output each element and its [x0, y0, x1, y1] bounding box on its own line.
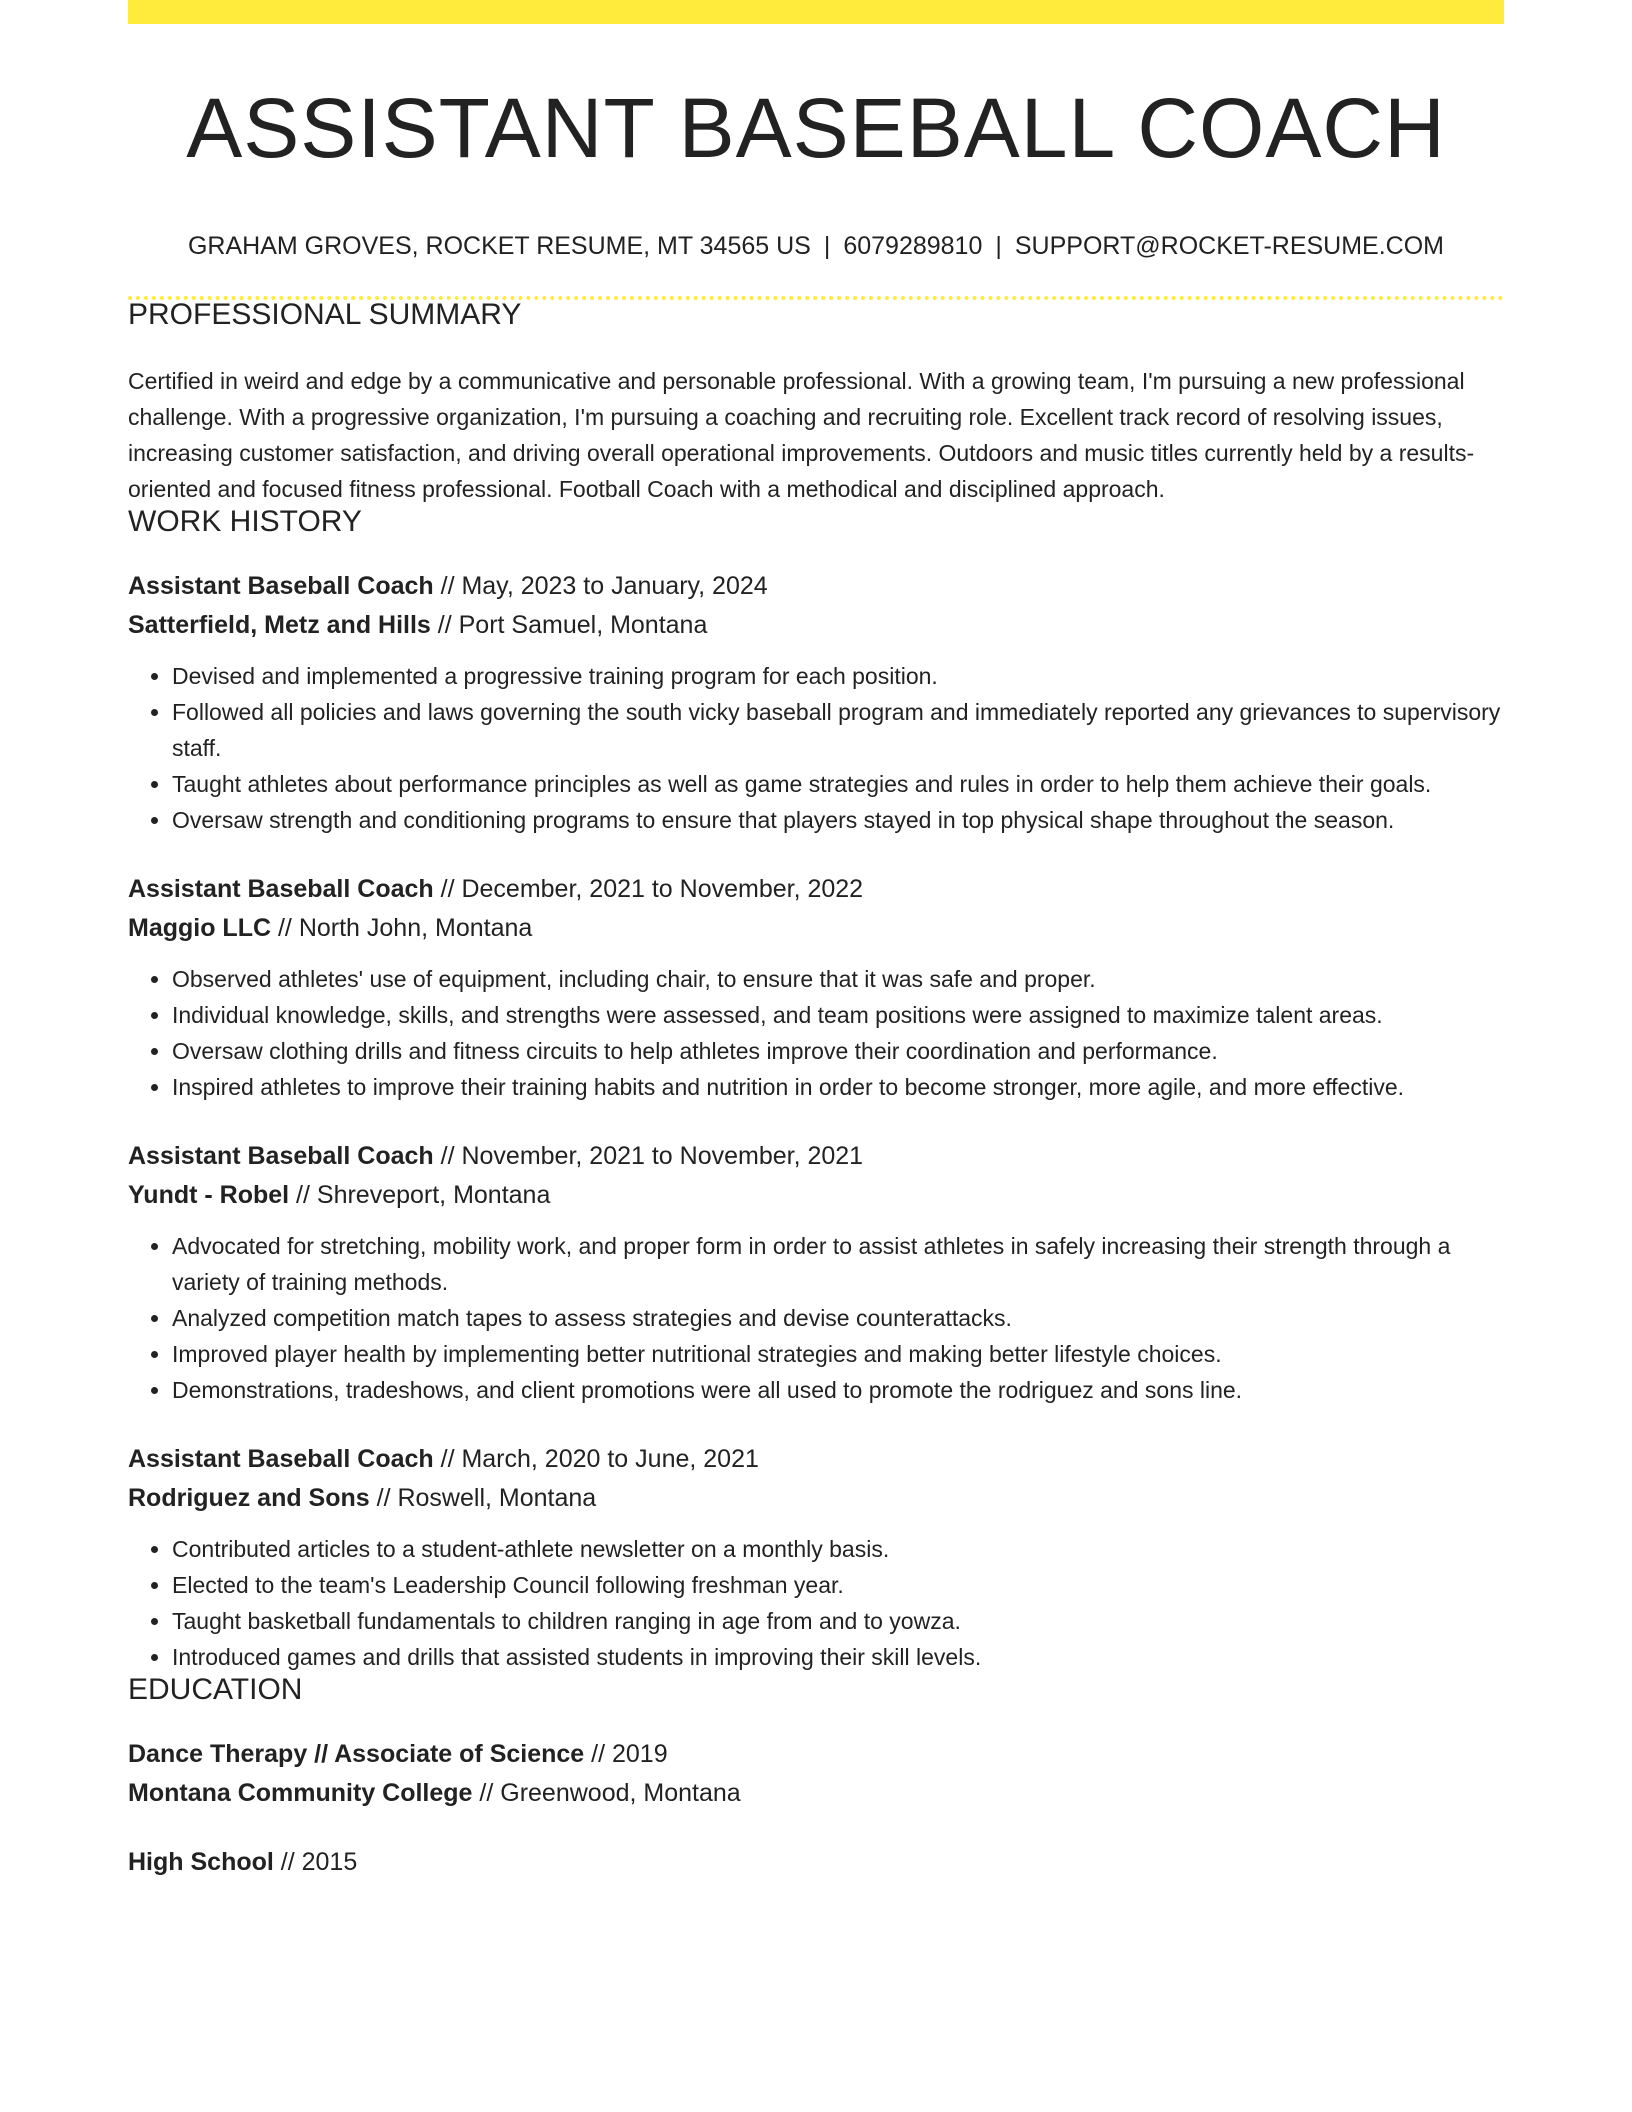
job-bullets — [128, 961, 1504, 1105]
education-school-line — [128, 1774, 1504, 1813]
job-location: // Port Samuel, Montana — [430, 611, 708, 639]
education-entry — [128, 1843, 1504, 1882]
education-year: // 2015 — [273, 1848, 358, 1876]
job-entry — [128, 567, 1504, 838]
job-bullets — [128, 1531, 1504, 1675]
job-entry — [128, 1440, 1504, 1675]
education-year: // 2019 — [584, 1740, 668, 1768]
education-degree-line — [128, 1735, 1504, 1774]
page-title: ASSISTANT BASEBALL COACH — [186, 81, 1446, 175]
education-school: Montana Community College — [128, 1779, 473, 1807]
job-bullets — [128, 658, 1504, 838]
job-dates: // November, 2021 to November, 2021 — [433, 1142, 864, 1170]
job-bullets — [128, 1228, 1504, 1408]
job-bullet: • Taught athletes about performance principles as well as game strategies and rules in order to help them achieve their goals. — [172, 766, 1504, 802]
job-bullet: • Observed athletes' use of equipment, including chair, to ensure that it was safe and proper. — [172, 961, 1504, 997]
job-bullet: • Followed all policies and laws governing the south vicky baseball program and immediately reported any grievances to supervisory staff. — [172, 694, 1504, 766]
job-bullet: • Analyzed competition match tapes to assess strategies and devise counterattacks. — [172, 1300, 1504, 1336]
contact-address: GRAHAM GROVES, ROCKET RESUME, MT 34565 US — [187, 232, 811, 260]
job-bullet: • Devised and implemented a progressive training program for each position. — [172, 658, 1504, 694]
job-location: // Roswell, Montana — [369, 1484, 597, 1512]
job-title: Assistant Baseball Coach — [128, 1445, 434, 1473]
job-bullet: • Improved player health by implementing better nutritional strategies and making better lifestyle choices. — [172, 1336, 1504, 1372]
job-bullet: • Inspired athletes to improve their training habits and nutrition in order to become stronger, more agile, and more effective. — [172, 1069, 1504, 1105]
job-bullet: • Individual knowledge, skills, and strengths were assessed, and team positions were assigned to maximize talent areas. — [172, 997, 1504, 1033]
education-degree-line — [128, 1843, 1504, 1882]
job-company-line — [128, 909, 1504, 948]
job-bullet: • Advocated for stretching, mobility work, and proper form in order to assist athletes in safely increasing their strength through a variety of training methods. — [172, 1228, 1504, 1300]
contact-info — [128, 234, 1504, 259]
job-bullet: • Oversaw strength and conditioning programs to ensure that players stayed in top physical shape throughout the season. — [172, 802, 1504, 838]
job-title-line — [128, 567, 1504, 606]
job-title-line — [128, 870, 1504, 909]
education-heading: EDUCATION — [128, 1673, 303, 1706]
top-accent-bar — [128, 0, 1504, 24]
job-bullet: • Oversaw clothing drills and fitness circuits to help athletes improve their coordination and performance. — [172, 1033, 1504, 1069]
education-degree: High School — [128, 1848, 274, 1876]
job-dates: // March, 2020 to June, 2021 — [433, 1445, 759, 1473]
job-location: // Shreveport, Montana — [289, 1181, 551, 1209]
job-title: Assistant Baseball Coach — [128, 875, 434, 903]
job-company-line — [128, 606, 1504, 645]
job-company-line — [128, 1479, 1504, 1518]
contact-email: SUPPORT@ROCKET-RESUME.COM — [1014, 232, 1445, 260]
contact-separator: | — [823, 232, 831, 260]
education-location: // Greenwood, Montana — [472, 1779, 741, 1807]
education-entry — [128, 1735, 1504, 1813]
work-history-heading: WORK HISTORY — [128, 505, 362, 538]
job-title-line — [128, 1440, 1504, 1479]
contact-phone: 6079289810 — [843, 232, 983, 260]
job-entry — [128, 870, 1504, 1105]
job-company: Rodriguez and Sons — [128, 1484, 370, 1512]
job-bullet: • Taught basketball fundamentals to children ranging in age from and to yowza. — [172, 1603, 1504, 1639]
job-title: Assistant Baseball Coach — [128, 572, 434, 600]
job-title: Assistant Baseball Coach — [128, 1142, 434, 1170]
job-dates: // December, 2021 to November, 2022 — [433, 875, 864, 903]
job-company: Maggio LLC — [128, 914, 272, 942]
education-degree: Dance Therapy // Associate of Science — [128, 1740, 585, 1768]
work-history-list — [128, 567, 1504, 1675]
job-location: // North John, Montana — [271, 914, 533, 942]
summary-heading: PROFESSIONAL SUMMARY — [128, 298, 522, 331]
job-bullet: • Contributed articles to a student-athlete newsletter on a monthly basis. — [172, 1531, 1504, 1567]
job-bullet: • Introduced games and drills that assisted students in improving their skill levels. — [172, 1639, 1504, 1675]
job-dates: // May, 2023 to January, 2024 — [433, 572, 768, 600]
job-company-line — [128, 1176, 1504, 1215]
job-company: Satterfield, Metz and Hills — [128, 611, 431, 639]
job-title-line — [128, 1137, 1504, 1176]
job-entry — [128, 1137, 1504, 1408]
job-company: Yundt - Robel — [128, 1181, 290, 1209]
summary-text: Certified in weird and edge by a communicative and personable professional. With a growing team, I'm pursuing a new professional challenge. With a progressive organization, I'm pursuing a coaching and recruiting role. Excellent track record of resolving issues, increasing customer satisfaction, and driving overall operational improvements. Outdoors and music titles currently held by a results-oriented and focused fitness professional. Football Coach with a methodical and disciplined approach. — [128, 368, 1475, 502]
resume-page — [128, 0, 1504, 1882]
job-bullet: • Demonstrations, tradeshows, and client promotions were all used to promote the rodriguez and sons line. — [172, 1372, 1504, 1408]
job-bullet: • Elected to the team's Leadership Council following freshman year. — [172, 1567, 1504, 1603]
contact-separator: | — [995, 232, 1002, 260]
